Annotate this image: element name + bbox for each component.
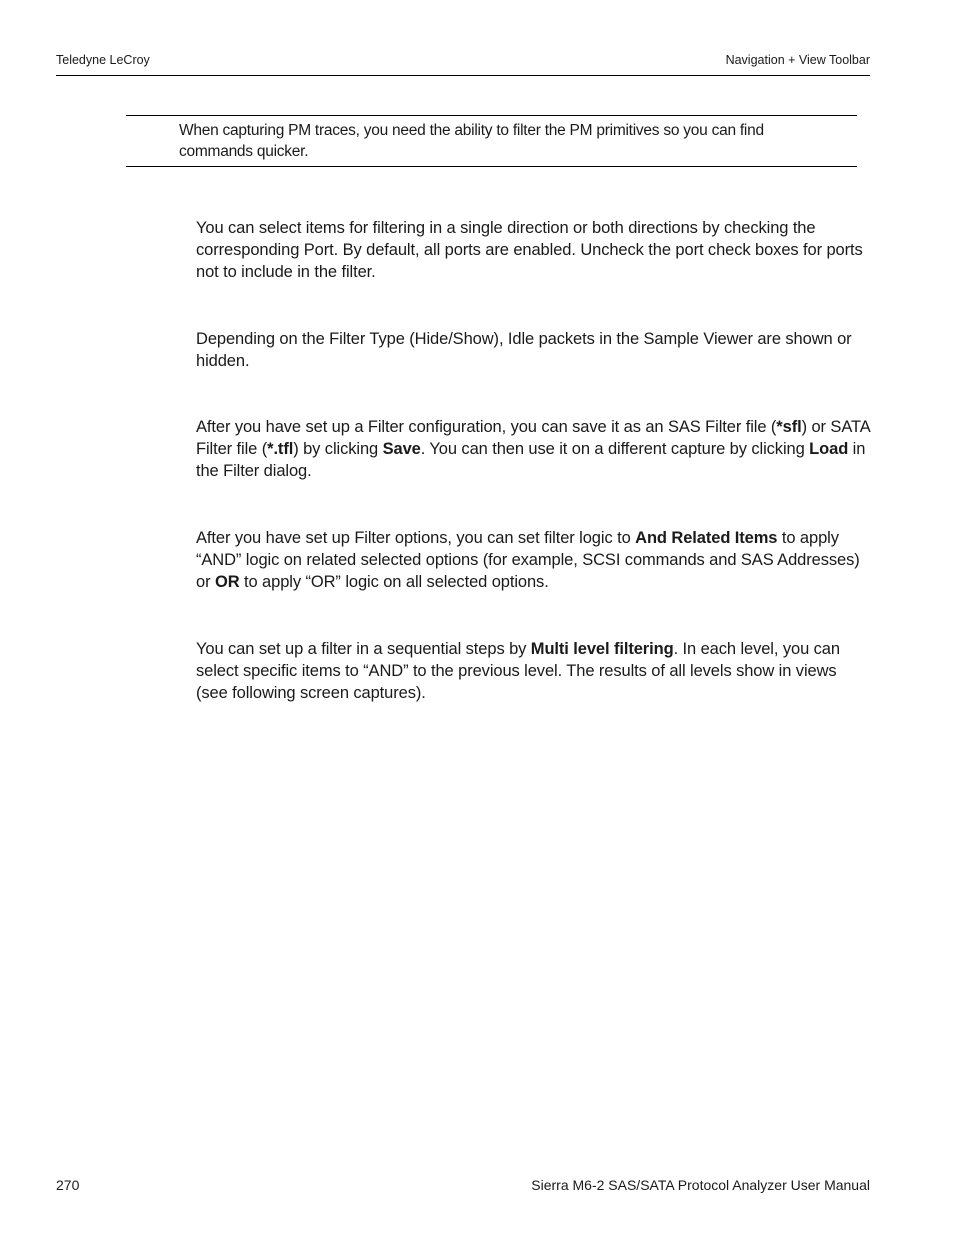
- load-keyword: Load: [809, 440, 849, 458]
- or-keyword: OR: [214, 573, 240, 591]
- paragraph-filter-logic: [196, 527, 872, 593]
- save-load-text-4: . You can then use it on a different capture by clicking: [420, 440, 810, 458]
- running-footer: [56, 1177, 870, 1197]
- running-header: [56, 53, 870, 76]
- paragraph-ports-text: You can select items for filtering in a single direction or both directions by checking the corresponding Port. By default, all ports are enabled. Uncheck the port check boxes for ports not to include in the filter.: [196, 219, 863, 281]
- paragraph-ports: [196, 217, 872, 283]
- and-related-items-keyword: And Related Items: [635, 529, 778, 547]
- multi-level-filtering-keyword: Multi level filtering: [530, 640, 674, 658]
- paragraph-save-load: [196, 416, 872, 482]
- save-load-text-1: After you have set up a Filter configuration, you can save it as an SAS Filter file (: [196, 418, 777, 436]
- paragraph-idle-text: Depending on the Filter Type (Hide/Show), Idle packets in the Sample Viewer are shown or hidden.: [196, 330, 852, 370]
- logic-text-2: to apply “AND” logic on related selected options (for example, SCSI commands and SAS Addresses) or: [196, 529, 860, 591]
- sata-filter-ext: *.tfl: [267, 440, 294, 458]
- page-number: 270: [56, 1177, 80, 1193]
- note-box: [126, 115, 857, 167]
- save-load-text-3: ) by clicking: [293, 440, 383, 458]
- logic-text-3: to apply “OR” logic on all selected options.: [239, 573, 549, 591]
- paragraph-idle-packets: [196, 328, 872, 372]
- note-line-2: commands quicker.: [179, 143, 309, 160]
- sas-filter-ext: *sfl: [776, 418, 802, 436]
- save-load-text-2: ) or SATA Filter file (: [196, 418, 870, 458]
- logic-text-1: After you have set up Filter options, you can set filter logic to: [196, 529, 636, 547]
- note-line-1: When capturing PM traces, you need the ability to filter the PM primitives so you can find: [179, 122, 764, 139]
- footer-manual-title: Sierra M6-2 SAS/SATA Protocol Analyzer User Manual: [531, 1177, 870, 1193]
- multilevel-text-1: You can set up a filter in a sequential steps by: [196, 640, 531, 658]
- multilevel-text-2: . In each level, you can select specific items to “AND” to the previous level. The results of all levels show in views (see following screen captures).: [196, 640, 840, 702]
- header-section-title: Navigation + View Toolbar: [725, 53, 870, 67]
- save-keyword: Save: [382, 440, 421, 458]
- header-company: Teledyne LeCroy: [56, 53, 150, 67]
- save-load-text-5: in the Filter dialog.: [196, 440, 866, 480]
- paragraph-multi-level: [196, 638, 872, 704]
- note-text: [179, 120, 837, 162]
